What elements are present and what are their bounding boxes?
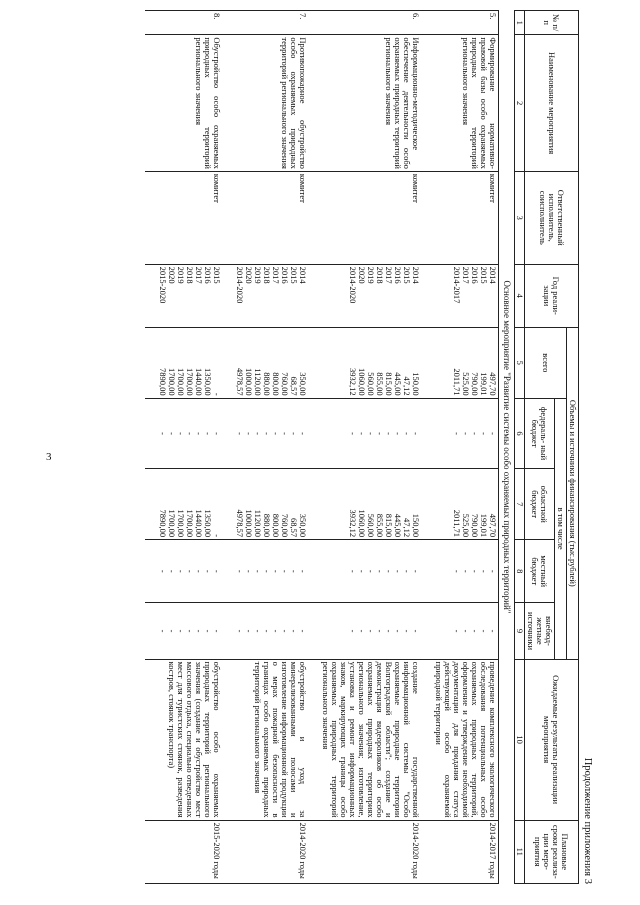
federal-cell-value: - — [244, 432, 254, 435]
year-cell-value: 2014-2017 — [452, 266, 462, 304]
total-cell-value: 47,12 — [402, 376, 412, 396]
federal-cell — [433, 398, 499, 469]
regional-cell-value: 1060,00 — [357, 509, 367, 538]
regional-cell-value: 800,00 — [271, 513, 281, 538]
total-cell-value: - — [212, 392, 222, 396]
col-number: 9 — [515, 603, 525, 659]
regional-cell-value: 815,00 — [384, 513, 394, 538]
year-cell-value: 2014 — [298, 266, 308, 284]
regional-cell-value: 497,70 — [488, 513, 498, 538]
year-cell — [234, 264, 308, 327]
spacer-cell — [145, 398, 157, 469]
local-cell-value: - — [203, 569, 213, 573]
total-cell-value: 445,00 — [393, 372, 403, 396]
year-cell-value: 2019 — [253, 266, 263, 284]
year-cell-value: 2017 — [461, 266, 471, 284]
spacer-cell — [308, 603, 320, 659]
federal-cell-value: - — [212, 432, 222, 435]
regional-cell-value: 47,12 — [402, 517, 412, 538]
year-cell-value: 2015 — [212, 266, 222, 284]
regional-cell-value: 525,00 — [461, 513, 471, 538]
activity-term: 2014-2020 годы — [234, 820, 308, 883]
header-results: Ожидаемые результаты реализации мероприятия — [525, 659, 579, 820]
spacer-cell — [145, 35, 157, 172]
extra-cell-value: - — [384, 629, 394, 633]
regional-cell-value: 150,00 — [411, 513, 421, 538]
header-regional: областной бюджет — [525, 469, 555, 540]
spacer-cell — [145, 171, 157, 264]
local-cell — [320, 540, 421, 603]
activity-responsible: комитет — [157, 171, 222, 264]
spacer-cell — [421, 398, 433, 469]
spacer-cell — [421, 659, 433, 820]
spacer-cell — [421, 264, 433, 327]
section-title: Основное мероприятие "Развитие системы особо охраняемых природных территорий" — [499, 11, 515, 884]
rotated-page-content — [35, 10, 595, 890]
local-cell — [157, 540, 222, 603]
federal-cell-value: - — [393, 432, 403, 435]
total-cell-value: 855,00 — [375, 372, 385, 396]
spacer-cell — [421, 540, 433, 603]
activity-result: проведение комплексного экологического обследования потенциальных особо охраняемых природных территорий, оформление и утверждение необходимой документации для придания статуса действующей особо охраняемой природной территории — [433, 659, 499, 820]
column-numbers-row — [515, 11, 525, 884]
federal-cell-value: - — [470, 432, 480, 435]
total-cell-value: 1700,00 — [176, 368, 186, 396]
extra-cell-value: - — [262, 629, 272, 633]
local-cell-value: - — [244, 569, 254, 573]
col-number: 6 — [515, 398, 525, 469]
federal-cell-value: - — [203, 432, 213, 435]
extra-cell-value: - — [235, 629, 245, 633]
year-cell-value: 2016 — [393, 266, 403, 284]
header-terms: Плановые сроки реализа- ции меро- приятия — [525, 820, 579, 883]
continuation-label: Продолжение приложения 3 — [582, 757, 593, 884]
header-year: Год реали- зации — [525, 264, 579, 327]
regional-cell-value: 445,00 — [393, 513, 403, 538]
federal-cell-value: - — [298, 432, 308, 435]
total-cell-value: 1000,00 — [244, 368, 254, 396]
activity-term: 2015-2020 годы — [157, 820, 222, 883]
local-cell-value: - — [384, 569, 394, 573]
extra-cell — [234, 603, 308, 659]
spacer-cell — [145, 659, 157, 820]
regional-cell-value: 2011,71 — [452, 509, 462, 538]
regional-cell-value: 1000,00 — [244, 509, 254, 538]
total-cell-value: 1060,00 — [357, 368, 367, 396]
federal-cell-value: - — [235, 432, 245, 435]
activity-row — [234, 11, 308, 884]
header-extra: внебюд- жетные источники — [525, 603, 555, 659]
year-cell-value: 2015 — [402, 266, 412, 284]
year-cell — [433, 264, 499, 327]
local-cell-value: - — [289, 569, 299, 573]
federal-cell-value: - — [289, 432, 299, 435]
header-local: местный бюджет — [525, 540, 555, 603]
spacer-cell — [421, 603, 433, 659]
extra-cell-value: - — [176, 629, 186, 633]
extra-cell-value: - — [402, 629, 412, 633]
activity-number: 8. — [157, 11, 222, 35]
local-cell-value: - — [176, 569, 186, 573]
spacer-cell — [308, 171, 320, 264]
local-cell-value: - — [158, 569, 168, 573]
federal-cell-value: - — [479, 432, 489, 435]
spacer-cell — [145, 11, 157, 35]
federal-cell-value: - — [167, 432, 177, 435]
federal-cell — [157, 398, 222, 469]
local-cell-value: - — [452, 569, 462, 573]
local-cell-value: - — [262, 569, 272, 573]
year-cell-value: 2016 — [203, 266, 213, 284]
total-cell-value: 1700,00 — [185, 368, 195, 396]
total-cell-value: 68,57 — [289, 376, 299, 396]
local-cell-value: - — [280, 569, 290, 573]
extra-cell-value: - — [185, 629, 195, 633]
regional-cell — [320, 469, 421, 540]
regional-cell-value: 1350,00 — [203, 509, 213, 538]
local-cell-value: - — [253, 569, 263, 573]
total-cell — [157, 327, 222, 398]
spacer-cell — [222, 820, 234, 883]
extra-cell-value: - — [488, 629, 498, 633]
spacer-cell — [145, 469, 157, 540]
regional-cell — [433, 469, 499, 540]
spacer-cell — [308, 398, 320, 469]
activity-name: Формирование нормативно-правовой базы особо охраняемых природных территорий регионального значения — [433, 35, 499, 172]
activity-row — [433, 11, 499, 884]
activity-name: Информационно-методическое обеспечение деятельности особо охраняемых природных территорий регионального значения — [320, 35, 421, 172]
year-cell-value: 2020 — [167, 266, 177, 284]
local-cell-value: - — [194, 569, 204, 573]
year-cell-value: 2018 — [185, 266, 195, 284]
local-cell-value: - — [357, 569, 367, 573]
regional-cell-value: 855,00 — [375, 513, 385, 538]
activity-name: Обустройство особо охраняемых природных территорий регионального значения — [157, 35, 222, 172]
local-cell-value: - — [235, 569, 245, 573]
local-cell-value: - — [366, 569, 376, 573]
federal-cell-value: - — [375, 432, 385, 435]
total-cell — [320, 327, 421, 398]
extra-cell-value: - — [194, 629, 204, 633]
regional-cell-value: 760,00 — [280, 513, 290, 538]
local-cell — [433, 540, 499, 603]
row-spacer — [222, 11, 234, 884]
program-activities-table — [145, 10, 579, 884]
total-cell — [234, 327, 308, 398]
activity-number: 5. — [433, 11, 499, 35]
activity-responsible: комитет — [234, 171, 308, 264]
spacer-cell — [421, 820, 433, 883]
federal-cell — [320, 398, 421, 469]
extra-cell-value: - — [348, 629, 358, 633]
regional-cell — [157, 469, 222, 540]
local-cell-value: - — [212, 569, 222, 573]
spacer-cell — [421, 327, 433, 398]
year-cell-value: 2016 — [280, 266, 290, 284]
year-cell — [320, 264, 421, 327]
extra-cell-value: - — [452, 629, 462, 633]
regional-cell-value: 560,00 — [366, 513, 376, 538]
extra-cell-value: - — [411, 629, 421, 633]
spacer-cell — [308, 264, 320, 327]
local-cell-value: - — [185, 569, 195, 573]
header-no: № п/п — [525, 11, 579, 35]
spacer-cell — [222, 603, 234, 659]
federal-cell-value: - — [158, 432, 168, 435]
local-cell-value: - — [167, 569, 177, 573]
federal-cell-value: - — [176, 432, 186, 435]
total-cell-value: 199,01 — [479, 372, 489, 396]
year-cell-value: 2020 — [357, 266, 367, 284]
total-cell-value: 1440,00 — [194, 368, 204, 396]
col-number: 3 — [515, 171, 525, 264]
extra-cell-value: - — [298, 629, 308, 633]
extra-cell-value: - — [393, 629, 403, 633]
year-cell-value: 2015-2020 — [158, 266, 168, 304]
federal-cell-value: - — [271, 432, 281, 435]
total-cell-value: 1700,00 — [167, 368, 177, 396]
regional-cell-value: 880,00 — [262, 513, 272, 538]
row-spacer — [308, 11, 320, 884]
extra-cell — [433, 603, 499, 659]
spacer-cell — [222, 35, 234, 172]
total-cell-value: 880,00 — [262, 372, 272, 396]
federal-cell-value: - — [357, 432, 367, 435]
spacer-cell — [222, 11, 234, 35]
total-cell-value: 4978,57 — [235, 368, 245, 396]
federal-cell — [234, 398, 308, 469]
total-cell-value: 815,00 — [384, 372, 394, 396]
spacer-cell — [222, 540, 234, 603]
local-cell-value: - — [393, 569, 403, 573]
activity-responsible: комитет — [433, 171, 499, 264]
federal-cell-value: - — [411, 432, 421, 435]
extra-cell-value: - — [375, 629, 385, 633]
local-cell — [234, 540, 308, 603]
spacer-cell — [308, 327, 320, 398]
year-cell-value: 2018 — [375, 266, 385, 284]
regional-cell-value: 1120,00 — [253, 509, 263, 538]
spacer-cell — [421, 469, 433, 540]
spacer-cell — [308, 35, 320, 172]
spacer-cell — [222, 659, 234, 820]
spacer-cell — [308, 820, 320, 883]
total-cell-value: 497,70 — [488, 372, 498, 396]
header-funding: Объемы и источники финансирования (тыс.рублей) — [567, 327, 579, 659]
local-cell-value: - — [411, 569, 421, 573]
header-incl: в том числе — [555, 398, 567, 659]
extra-cell-value: - — [271, 629, 281, 633]
regional-cell — [234, 469, 308, 540]
spacer-cell — [308, 659, 320, 820]
spacer-cell — [145, 603, 157, 659]
regional-cell-value: 3932,12 — [348, 509, 358, 538]
activity-result: обустройство и уход за минерализованными полосами и изготовление информационной продукции о мерах пожарной безопасности в границах особо охраняемых природных территорий регионального значения — [234, 659, 308, 820]
year-cell-value: 2014-2020 — [235, 266, 245, 304]
activity-number: 6. — [320, 11, 421, 35]
spacer-cell — [421, 171, 433, 264]
local-cell-value: - — [298, 569, 308, 573]
col-number: 5 — [515, 327, 525, 398]
activity-name: Противопожарное обустройство особо охраняемых природных территорий регионального значения — [234, 35, 308, 172]
federal-cell-value: - — [461, 432, 471, 435]
federal-cell-value: - — [262, 432, 272, 435]
spacer-cell — [145, 327, 157, 398]
federal-cell-value: - — [384, 432, 394, 435]
local-cell-value: - — [402, 569, 412, 573]
spacer-cell — [222, 469, 234, 540]
activity-number: 7. — [234, 11, 308, 35]
activity-result: создание государственной информационной системы "Особо охраняемые природные территории Волгоградской области"; создание и демонстрация видеороликов об особо охраняемых природных территориях регионального значения; изготовление, установка и ремонт информационных знаков, маркирующих границы особо охраняемых природных территорий регионального значения — [320, 659, 421, 820]
activity-row — [157, 11, 222, 884]
regional-cell-value: 1700,00 — [185, 509, 195, 538]
total-cell — [433, 327, 499, 398]
regional-cell-value: 350,00 — [298, 513, 308, 538]
year-cell-value: 2015 — [479, 266, 489, 284]
extra-cell-value: - — [244, 629, 254, 633]
year-cell-value: 2017 — [194, 266, 204, 284]
col-number: 7 — [515, 469, 525, 540]
total-cell-value: 1120,00 — [253, 368, 263, 396]
federal-cell-value: - — [253, 432, 263, 435]
spacer-cell — [222, 264, 234, 327]
federal-cell-value: - — [366, 432, 376, 435]
local-cell-value: - — [488, 569, 498, 573]
total-cell-value: 560,00 — [366, 372, 376, 396]
extra-cell — [320, 603, 421, 659]
year-cell-value: 2017 — [271, 266, 281, 284]
year-cell — [157, 264, 222, 327]
total-cell-value: 150,00 — [411, 372, 421, 396]
col-number: 1 — [515, 11, 525, 35]
row-spacer — [145, 11, 157, 884]
regional-cell-value: - — [212, 534, 222, 538]
spacer-cell — [222, 327, 234, 398]
year-cell-value: 2019 — [366, 266, 376, 284]
extra-cell-value: - — [203, 629, 213, 633]
local-cell-value: - — [461, 569, 471, 573]
federal-cell-value: - — [402, 432, 412, 435]
activity-row — [320, 11, 421, 884]
regional-cell-value: 1700,00 — [176, 509, 186, 538]
local-cell-value: - — [271, 569, 281, 573]
spacer-cell — [421, 35, 433, 172]
col-number: 10 — [515, 659, 525, 820]
col-number: 4 — [515, 264, 525, 327]
regional-cell-value: 68,57 — [289, 517, 299, 538]
year-cell-value: 2014-2020 — [348, 266, 358, 304]
federal-cell-value: - — [488, 432, 498, 435]
extra-cell-value: - — [461, 629, 471, 633]
page-number: 3 — [46, 451, 52, 463]
year-cell-value: 2014 — [488, 266, 498, 284]
col-number: 8 — [515, 540, 525, 603]
header-total: всего — [525, 327, 567, 398]
col-number: 2 — [515, 35, 525, 172]
activity-term: 2014-2020 годы — [320, 820, 421, 883]
extra-cell-value: - — [470, 629, 480, 633]
extra-cell-value: - — [289, 629, 299, 633]
activity-responsible: комитет — [320, 171, 421, 264]
regional-cell-value: 199,01 — [479, 513, 489, 538]
spacer-cell — [308, 540, 320, 603]
year-cell-value: 2014 — [411, 266, 421, 284]
spacer-cell — [145, 264, 157, 327]
regional-cell-value: 7890,00 — [158, 509, 168, 538]
local-cell-value: - — [470, 569, 480, 573]
extra-cell-value: - — [167, 629, 177, 633]
total-cell-value: 525,00 — [461, 372, 471, 396]
col-number: 11 — [515, 820, 525, 883]
local-cell-value: - — [375, 569, 385, 573]
total-cell-value: 350,00 — [298, 372, 308, 396]
total-cell-value: 7890,00 — [158, 368, 168, 396]
extra-cell-value: - — [280, 629, 290, 633]
spacer-cell — [222, 398, 234, 469]
activity-result: обустройство особо охраняемых природных территорий регионального значения (создание и обустройство мест массового отдыха, специально отведенных мест для туристских стоянок, разведения костров, стоянок транспорта) — [157, 659, 222, 820]
spacer-cell — [222, 171, 234, 264]
federal-cell-value: - — [194, 432, 204, 435]
year-cell-value: 2020 — [244, 266, 254, 284]
federal-cell-value: - — [452, 432, 462, 435]
regional-cell-value: 1700,00 — [167, 509, 177, 538]
federal-cell-value: - — [280, 432, 290, 435]
row-spacer — [421, 11, 433, 884]
regional-cell-value: 1440,00 — [194, 509, 204, 538]
regional-cell-value: 4978,57 — [235, 509, 245, 538]
total-cell-value: 1350,00 — [203, 368, 213, 396]
extra-cell-value: - — [357, 629, 367, 633]
spacer-cell — [308, 469, 320, 540]
header-federal: федераль- ный бюджет — [525, 398, 555, 469]
year-cell-value: 2015 — [289, 266, 299, 284]
section-row — [499, 11, 515, 884]
total-cell-value: 2011,71 — [452, 368, 462, 396]
year-cell-value: 2018 — [262, 266, 272, 284]
header-responsible: Ответственный исполнитель, соисполнитель — [525, 171, 579, 264]
spacer-cell — [145, 540, 157, 603]
federal-cell-value: - — [348, 432, 358, 435]
activity-term: 2014-2017 годы — [433, 820, 499, 883]
year-cell-value: 2016 — [470, 266, 480, 284]
extra-cell-value: - — [479, 629, 489, 633]
total-cell-value: 790,00 — [470, 372, 480, 396]
total-cell-value: 760,00 — [280, 372, 290, 396]
spacer-cell — [145, 820, 157, 883]
spacer-cell — [421, 11, 433, 35]
regional-cell-value: 790,00 — [470, 513, 480, 538]
total-cell-value: 800,00 — [271, 372, 281, 396]
local-cell-value: - — [479, 569, 489, 573]
extra-cell-value: - — [366, 629, 376, 633]
extra-cell-value: - — [253, 629, 263, 633]
extra-cell — [157, 603, 222, 659]
local-cell-value: - — [348, 569, 358, 573]
year-cell-value: 2017 — [384, 266, 394, 284]
header-name: Наименование мероприятия — [525, 35, 579, 172]
extra-cell-value: - — [158, 629, 168, 633]
total-cell-value: 3932,12 — [348, 368, 358, 396]
federal-cell-value: - — [185, 432, 195, 435]
spacer-cell — [308, 11, 320, 35]
extra-cell-value: - — [212, 629, 222, 633]
year-cell-value: 2019 — [176, 266, 186, 284]
